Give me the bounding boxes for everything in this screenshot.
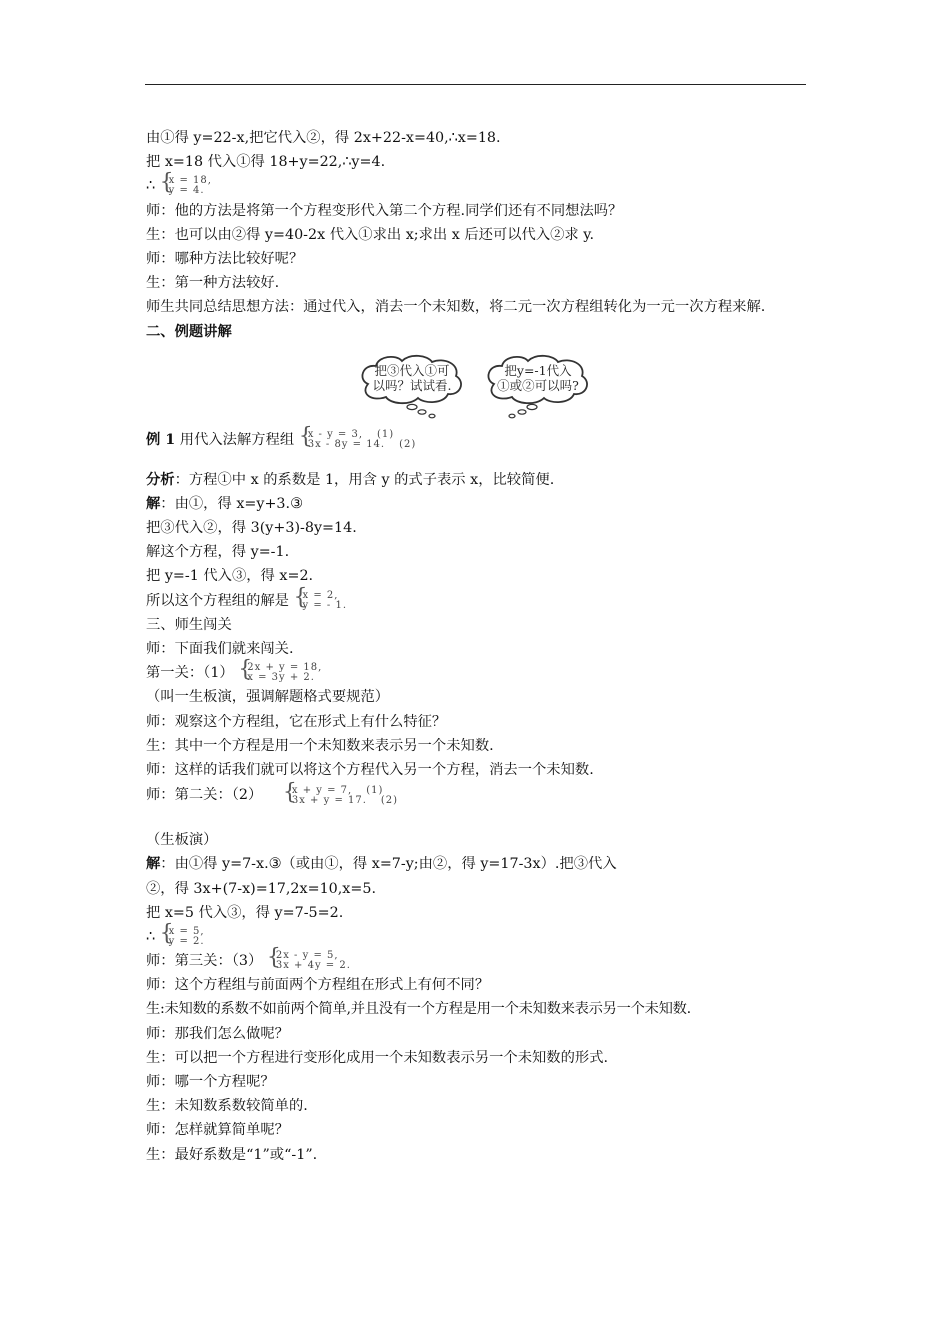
equation-system [269, 951, 351, 971]
solution-line [146, 589, 810, 613]
thought-clouds [146, 350, 810, 420]
text-line: 生：最好系数是“1”或“-1”. [146, 1146, 318, 1163]
text-line: （叫一生板演，强调解题格式要规范） [146, 689, 390, 706]
equation: { x = 18, [168, 175, 212, 187]
example-label: 例 1 [146, 431, 176, 448]
problem-line [146, 949, 810, 973]
equation: y = 2. [168, 935, 205, 947]
cloud-text [488, 363, 588, 393]
text-line: 生:未知数的系数不如前两个简单,并且没有一个方程是用一个未知数来表示另一个未知数. [146, 1001, 691, 1018]
problem-text: 第一关：（1） [146, 665, 234, 682]
text-line: 师：怎样就算简单呢？ [146, 1122, 289, 1139]
solution-text: ：由①，得 x=y+3.③ [160, 495, 303, 512]
solution-label: 解 [146, 495, 161, 512]
text-line: 生：其中一个方程是用一个未知数来表示另一个未知数. [146, 737, 494, 754]
thought-cloud-left [358, 354, 466, 400]
text-line: 生：第一种方法较好. [146, 275, 280, 292]
text-line: 把 y=-1 代入③，得 x=2. [146, 568, 314, 585]
solution-line [146, 925, 810, 949]
solution-text: 所以这个方程组的解是 [146, 592, 289, 609]
solution-label: 解 [146, 856, 161, 873]
equation-text: 3x - 8y = 14. [307, 438, 386, 450]
therefore-symbol: ∴ [146, 178, 156, 195]
analysis-line [146, 468, 810, 492]
equation [292, 796, 398, 806]
text-line: 生：可以把一个方程进行变形化成用一个未知数表示另一个未知数的形式. [146, 1049, 609, 1066]
problem-text: 师：第二关：（2） [146, 787, 263, 804]
equation-system [162, 176, 212, 196]
section-heading: 二、例题讲解 [146, 323, 232, 340]
header-rule [145, 84, 806, 85]
analysis-text: ：方程①中 x 的系数是 1，用含 y 的式子表示 x，比较简便. [174, 471, 555, 488]
equation-system [301, 430, 417, 450]
equation: { 2x + y = 18, [247, 662, 323, 674]
equation-system [240, 663, 322, 683]
cloud-text-line: 把③代入①可 [374, 362, 450, 378]
example-text: 用代入法解方程组 [175, 431, 295, 448]
therefore-symbol: ∴ [146, 928, 156, 945]
text-line: 师：观察这个方程组，它在形式上有什么特征？ [146, 713, 447, 730]
text-line: 把 x=18 代入①得 18+y=22,∴y=4. [146, 154, 386, 171]
problem-line [146, 782, 810, 814]
equation-system [162, 927, 205, 947]
equation-tag: (1) [377, 428, 395, 440]
cloud-text [362, 363, 462, 393]
cloud-text-line: 以吗？试试看. [372, 377, 452, 393]
solution-line [146, 852, 810, 876]
equation: 3x + 4y = 2. [275, 960, 351, 972]
equation: { x = 5, [168, 925, 205, 937]
analysis-label: 分析 [146, 471, 175, 488]
equation-tag: (1) [366, 785, 384, 797]
text-line: 师：下面我们就来闯关. [146, 641, 294, 658]
section-heading: 三、师生闯关 [146, 616, 232, 633]
thought-cloud-right [484, 354, 592, 400]
problem-line [146, 661, 810, 685]
text-line: 把 x=5 代入③，得 y=7-5=2. [146, 904, 344, 921]
cloud-text-line: 把y=-1代入 [504, 362, 572, 378]
problem-text: 师：第三关：（3） [146, 953, 263, 970]
equation-tag: (2) [380, 795, 399, 807]
text-line: 生：未知数系数较简单的. [146, 1098, 308, 1115]
text-line: 师：他的方法是将第一个方程变形代入第二个方程.同学们还有不同想法吗？ [146, 202, 623, 219]
equation-system [296, 591, 347, 611]
text-line: ②，得 3x+(7-x)=17,2x=10,x=5. [146, 880, 376, 897]
text-line: 生：也可以由②得 y=40-2x 代入①求出 x;求出 x 后还可以代入②求 y. [146, 226, 594, 243]
equation-system [285, 786, 398, 806]
equation: y = - 1. [302, 599, 347, 611]
solution-text: ：由①得 y=7-x.③（或由①，得 x=7-y;由②，得 y=17-3x）.把③代入 [160, 856, 617, 873]
text-line: 师：这样的话我们就可以将这个方程代入另一个方程，消去一个未知数. [146, 761, 594, 778]
text-line: 师：哪种方法比较好呢？ [146, 250, 304, 267]
equation: { 2x - y = 5, [275, 950, 339, 962]
text-line: 师：这个方程组与前面两个方程组在形式上有何不同？ [146, 977, 490, 994]
solution-line [146, 492, 810, 516]
equation [308, 440, 417, 450]
equation: x = 3y + 2. [247, 672, 315, 684]
text-line: 把③代入②，得 3(y+3)-8y=14. [146, 520, 357, 537]
equation: { x = 2, [302, 589, 339, 601]
equation-tag: (2) [399, 438, 417, 450]
document-body [146, 126, 810, 1167]
text-line: 师：那我们怎么做呢？ [146, 1025, 289, 1042]
equation-text: 3x + y = 17. [291, 795, 367, 807]
text-line: 由①得 y=22-x,把它代入②，得 2x+22-x=40,∴x=18. [146, 130, 501, 146]
text-line: （生板演） [146, 832, 218, 849]
equation-text: x + y = 7, [291, 785, 353, 797]
text-paragraph: 师生共同总结思想方法：通过代入，消去一个未知数，将二元一次方程组转化为一元一次方程来解. [146, 299, 766, 316]
text-line: 解这个方程，得 y=-1. [146, 544, 290, 561]
example-line [146, 424, 810, 456]
text-line: 师：哪一个方程呢？ [146, 1074, 275, 1091]
cloud-text-line: ①或②可以吗? [497, 377, 579, 393]
equation-text: x - y = 3, [307, 428, 364, 440]
solution-line [146, 174, 810, 198]
equation: y = 4. [168, 185, 205, 197]
